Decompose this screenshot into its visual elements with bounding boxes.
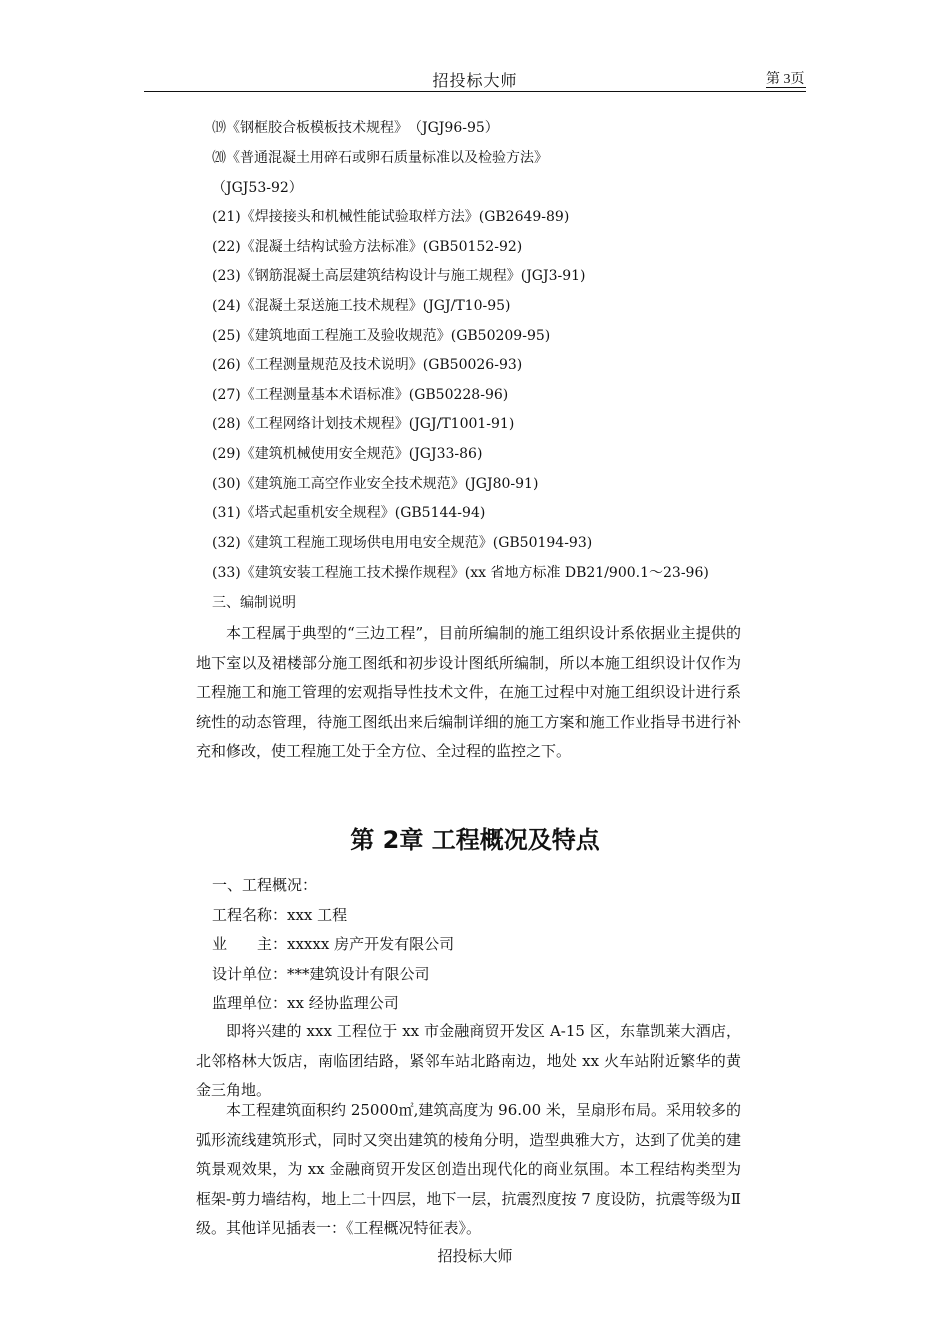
reference-item: （JGJ53-92） [212,180,303,196]
reference-item: (21)《焊接接头和机械性能试验取样方法》(GB2649-89) [212,209,570,225]
reference-item: (30)《建筑施工高空作业安全技术规范》(JGJ80-91) [212,476,539,492]
footer-text: 招投标大师 [437,1247,513,1265]
page-number-underline [766,87,806,88]
reference-item: (24)《混凝土泵送施工技术规程》(JGJ/T10-95) [212,298,511,314]
reference-item: ⒇《普通混凝土用碎石或卵石质量标准以及检验方法》 [212,150,548,166]
reference-item: (26)《工程测量规范及技术说明》(GB50026-93) [212,357,523,373]
header-title: 招投标大师 [432,71,518,90]
supervision-unit: 监理单位：xx 经协监理公司 [212,994,399,1012]
design-unit: 设计单位：***建筑设计有限公司 [212,965,430,983]
project-owner: 业 主：xxxxx 房产开发有限公司 [212,935,455,953]
reference-item: (32)《建筑工程施工现场供电用电安全规范》(GB50194-93) [212,535,593,551]
reference-item: (31)《塔式起重机安全规程》(GB5144-94) [212,505,486,521]
section-heading: 三、编制说明 [212,595,296,611]
reference-item: (22)《混凝土结构试验方法标准》(GB50152-92) [212,239,523,255]
reference-item: (23)《钢筋混凝土高层建筑结构设计与施工规程》(JGJ3-91) [212,268,586,284]
building-paragraph: 本工程建筑面积约 25000㎡,建筑高度为 96.00 米，呈扇形布局。采用较多的弧形流线建筑形式，同时又突出建筑的棱角分明，造型典雅大方，达到了优美的建筑景观效果，为 xx 金融商贸开发区创造出现代化的商业氛围。本工程结构类型为框架-剪力墙结构，地上二十四层，地下一层，抗震烈度按 7 度设防，抗震等级为Ⅱ级。其他详见插表一：《工程概况特征表》。 [196,1101,741,1238]
reference-item: (33)《建筑安装工程施工技术操作规程》(xx 省地方标准 DB21/900.1～23-96) [212,565,709,581]
project-name: 工程名称：xxx 工程 [212,906,348,924]
reference-item: ⒆《钢框胶合板模板技术规程》 （JGJ96-95） [212,120,499,136]
reference-item: (29)《建筑机械使用安全规范》(JGJ33-86) [212,446,483,462]
section-paragraph: 本工程属于典型的“三边工程”，目前所编制的施工组织设计系依据业主提供的地下室以及裙楼部分施工图纸和初步设计图纸所编制，所以本施工组织设计仅作为工程施工和施工管理的宏观指导性技术文件，在施工过程中对施工组织设计进行系统性的动态管理，待施工图纸出来后编制详细的施工方案和施工作业指导书进行补充和修改，使工程施工处于全方位、全过程的监控之下。 [196,624,741,761]
location-paragraph: 即将兴建的 xxx 工程位于 xx 市金融商贸开发区 A-15 区，东靠凯莱大酒店，北邻格林大饭店，南临团结路，紧邻车站北路南边，地处 xx 火车站附近繁华的黄金三角地。 [196,1022,741,1100]
reference-item: (28)《工程网络计划技术规程》(JGJ/T1001-91) [212,416,515,432]
reference-item: (25)《建筑地面工程施工及验收规范》(GB50209-95) [212,328,551,344]
overview-heading: 一、工程概况： [212,876,318,894]
header-rule [144,91,806,92]
reference-item: (27)《工程测量基本术语标准》(GB50228-96) [212,387,509,403]
chapter-title: 第 2章 工程概况及特点 [350,826,600,854]
page-number: 第 3页 [766,72,805,87]
